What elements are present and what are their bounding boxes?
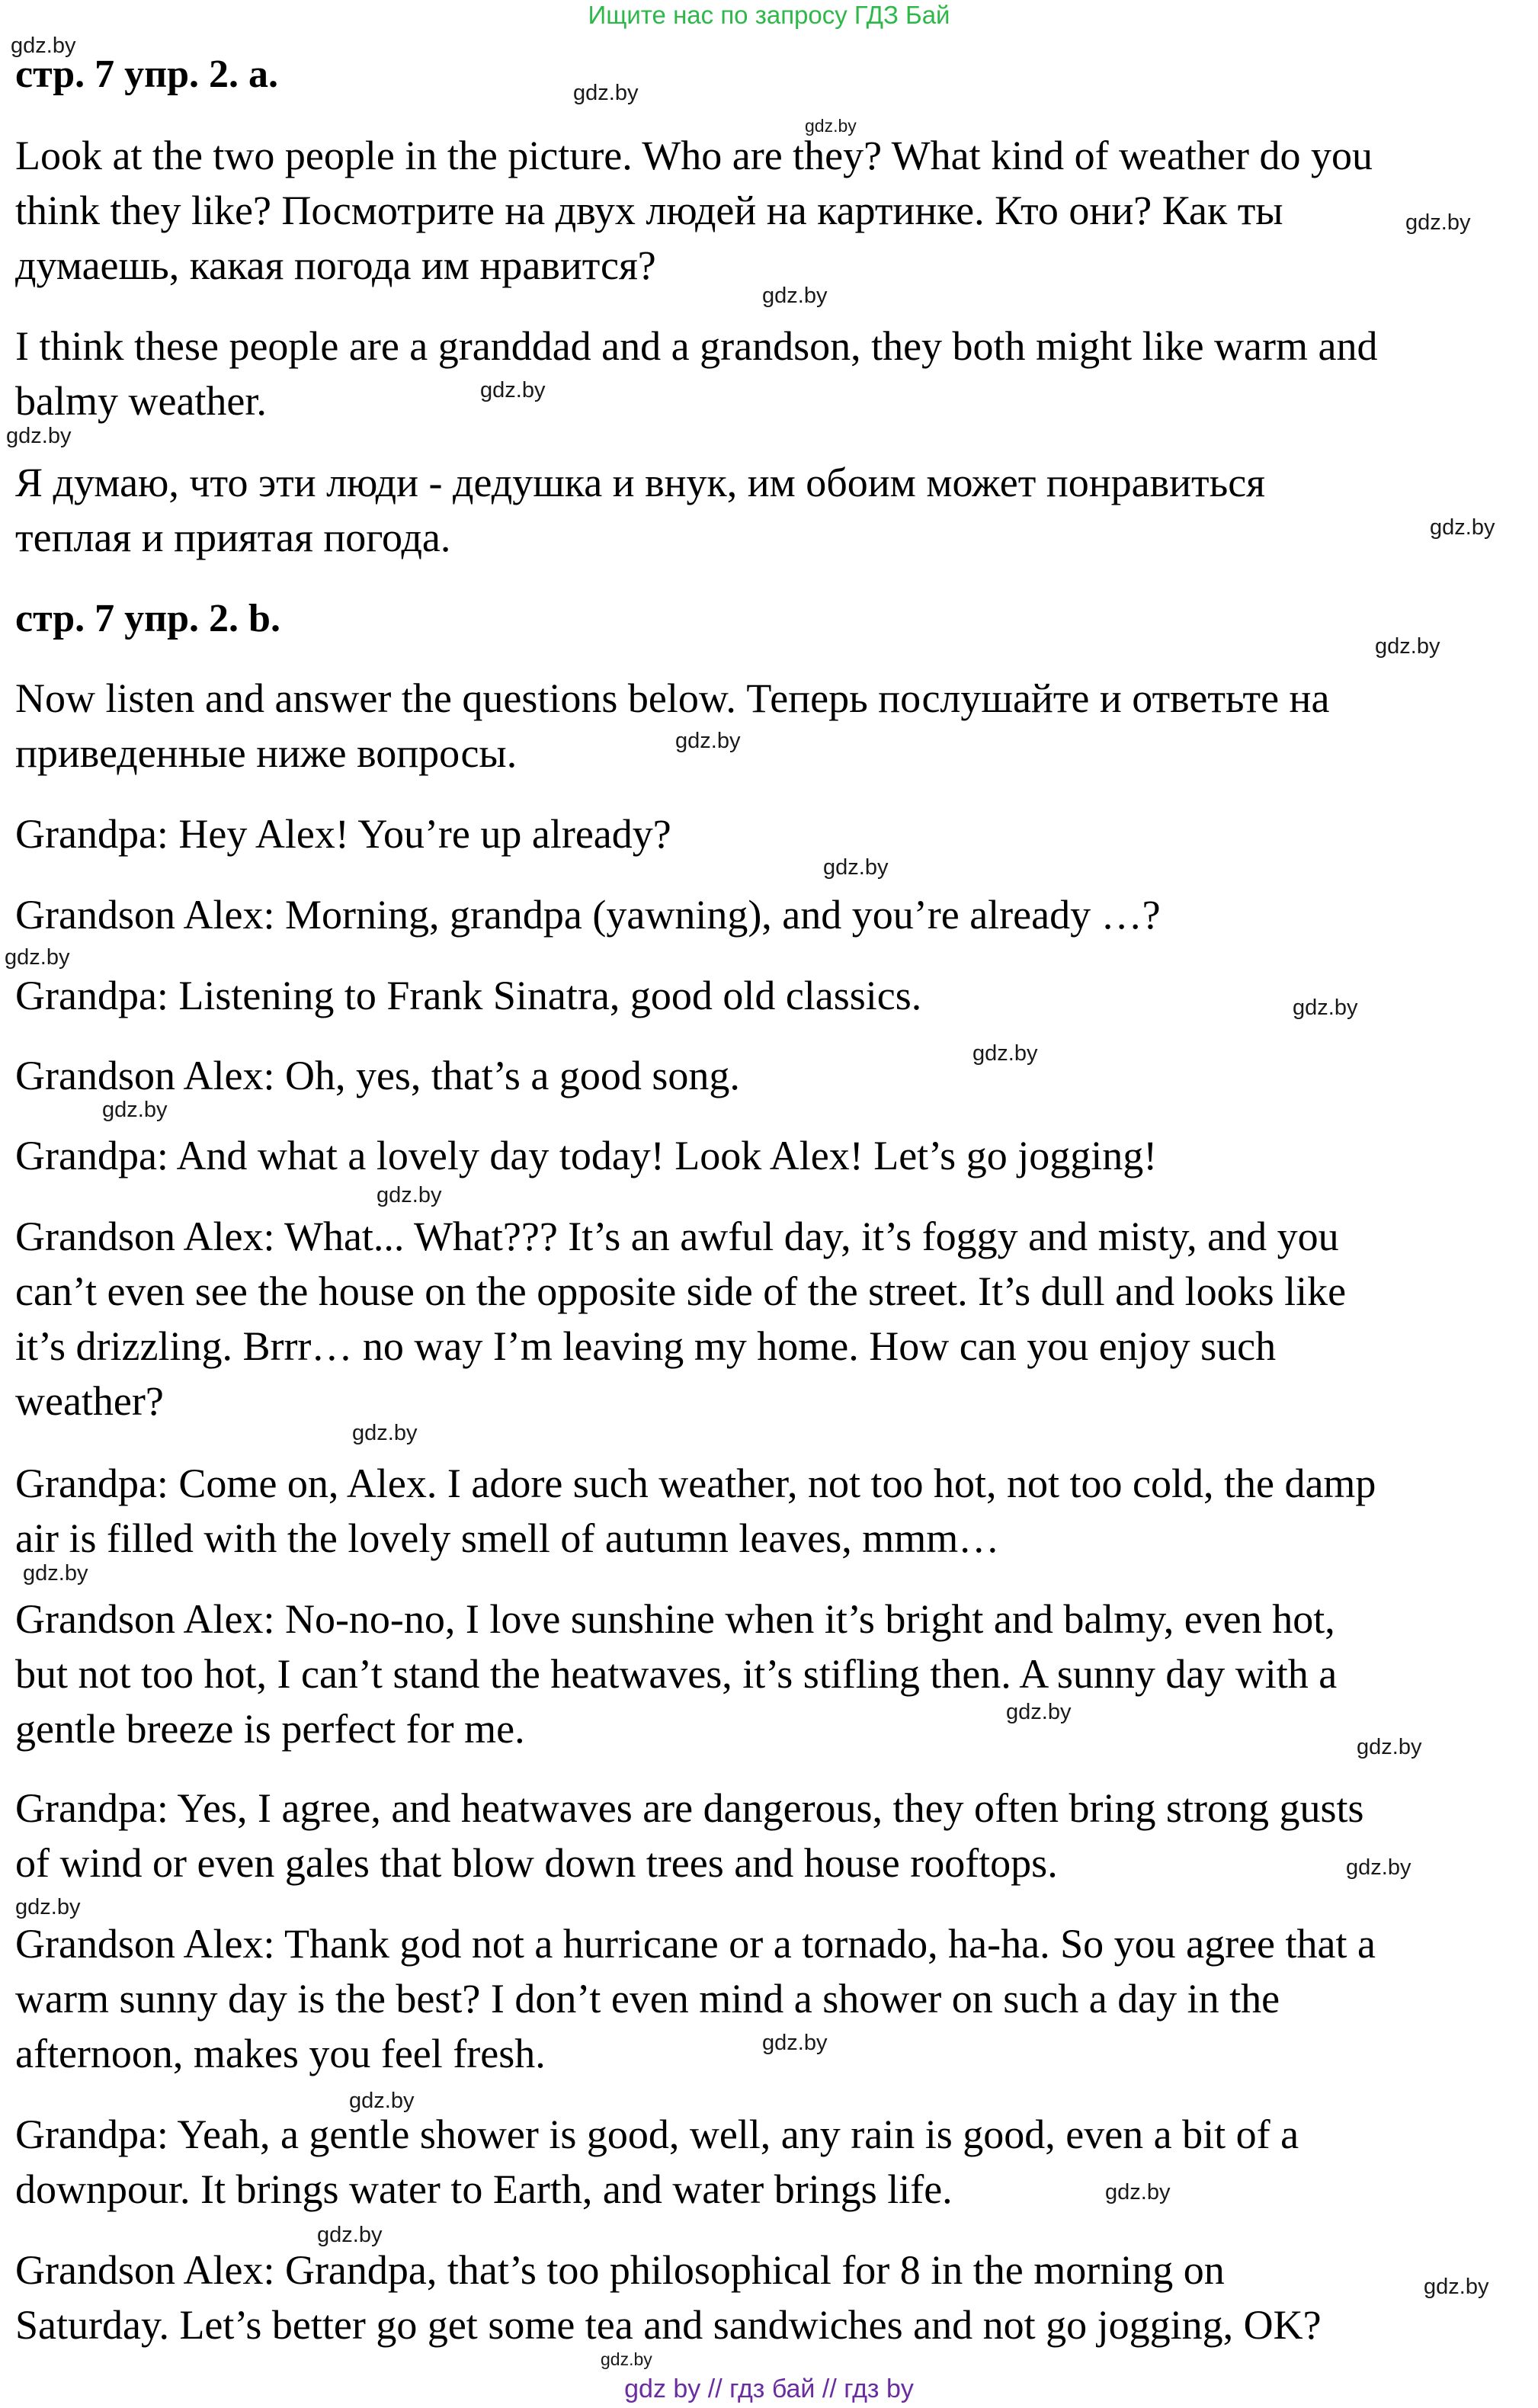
watermark: gdz.by xyxy=(317,2223,383,2247)
watermark: gdz.by xyxy=(1006,1700,1072,1724)
watermark: gdz.by xyxy=(805,116,857,136)
watermark: gdz.by xyxy=(762,2031,828,2055)
task-2a-answer-ru: Я думаю, что эти люди - дедушка и внук, им обоим может понравиться теплая и приятая погода. xyxy=(15,460,1266,560)
watermark: gdz.by xyxy=(1430,515,1495,540)
watermark: gdz.by xyxy=(1405,210,1471,235)
dialogue-line: Grandpa: Yes, I agree, and heatwaves are dangerous, they often bring strong gusts of wind or even gales that blow down trees and house rooftops. xyxy=(15,1785,1364,1886)
dialogue-line: Grandson Alex: Morning, grandpa (yawning), and you’re already …? xyxy=(15,892,1161,938)
watermark: gdz.by xyxy=(675,729,741,753)
top-banner: Ищите нас по запросу ГДЗ Бай xyxy=(588,1,950,29)
watermark: gdz.by xyxy=(376,1183,442,1207)
bottom-banner: gdz by // гдз бай // гдз by xyxy=(624,2374,914,2403)
watermark: gdz.by xyxy=(23,1561,88,1586)
watermark: gdz.by xyxy=(352,1421,418,1445)
task-2a-answer-en: I think these people are a granddad and a grandson, they both might like warm and balmy weather. xyxy=(15,323,1378,424)
task-2a-question: Look at the two people in the picture. Who are they? What kind of weather do you think they like? Посмотрите на двух людей на картинке. Кто они? Как ты думаешь, какая погода им нравится? xyxy=(15,133,1373,288)
watermark: gdz.by xyxy=(5,945,70,970)
section-heading-2a: стр. 7 упр. 2. a. xyxy=(15,53,279,96)
watermark: gdz.by xyxy=(1346,1855,1411,1880)
dialogue-line: Grandson Alex: Thank god not a hurricane or a tornado, ha-ha. So you agree that a warm sunny day is the best? I don’t even mind a shower on such a day in the afternoon, makes you feel fresh. xyxy=(15,1921,1376,2076)
dialogue-line: Grandpa: Hey Alex! You’re up already? xyxy=(15,811,671,857)
dialogue-line: Grandson Alex: What... What??? It’s an awful day, it’s foggy and misty, and you can’t even see the house on the opposite side of the street. It’s dull and looks like it’s drizzling. Brrr… no way I’m leaving my home. How can you enjoy such weather? xyxy=(15,1214,1347,1424)
watermark: gdz.by xyxy=(6,424,72,448)
watermark: gdz.by xyxy=(480,378,546,402)
dialogue-line: Grandson Alex: No-no-no, I love sunshine when it’s bright and balmy, even hot, but not too hot, I can’t stand the heatwaves, it’s stifling then. A sunny day with a gentle breeze is perfect for me. xyxy=(15,1596,1338,1752)
watermark: gdz.by xyxy=(1293,996,1358,1020)
watermark: gdz.by xyxy=(1105,2180,1171,2204)
watermark: gdz.by xyxy=(11,34,76,58)
section-heading-2b: стр. 7 упр. 2. b. xyxy=(15,597,280,640)
watermark: gdz.by xyxy=(1357,1735,1422,1759)
watermark: gdz.by xyxy=(1375,634,1440,659)
watermark: gdz.by xyxy=(601,2349,652,2369)
task-2b-instruction: Now listen and answer the questions below. Теперь послушайте и ответьте на приведенные ниже вопросы. xyxy=(15,675,1330,776)
dialogue-line: Grandpa: And what a lovely day today! Look Alex! Let’s go jogging! xyxy=(15,1133,1158,1178)
watermark: gdz.by xyxy=(349,2089,415,2113)
dialogue-line: Grandson Alex: Oh, yes, that’s a good song. xyxy=(15,1053,740,1098)
dialogue-line: Grandpa: Listening to Frank Sinatra, good old classics. xyxy=(15,973,922,1018)
watermark: gdz.by xyxy=(573,81,639,105)
watermark: gdz.by xyxy=(823,855,889,880)
watermark: gdz.by xyxy=(762,284,828,308)
watermark: gdz.by xyxy=(15,1895,81,1919)
dialogue-line: Grandson Alex: Grandpa, that’s too philosophical for 8 in the morning on Saturday. Let’s better go get some tea and sandwiches and not go jogging, OK? xyxy=(15,2247,1322,2348)
watermark: gdz.by xyxy=(1424,2275,1489,2299)
watermark: gdz.by xyxy=(972,1041,1038,1066)
dialogue-line: Grandpa: Yeah, a gentle shower is good, well, any rain is good, even a bit of a downpour. It brings water to Earth, and water brings life. xyxy=(15,2111,1299,2212)
dialogue-line: Grandpa: Come on, Alex. I adore such weather, not too hot, not too cold, the damp air is filled with the lovely smell of autumn leaves, mmm… xyxy=(15,1461,1376,1561)
watermark: gdz.by xyxy=(102,1098,168,1122)
